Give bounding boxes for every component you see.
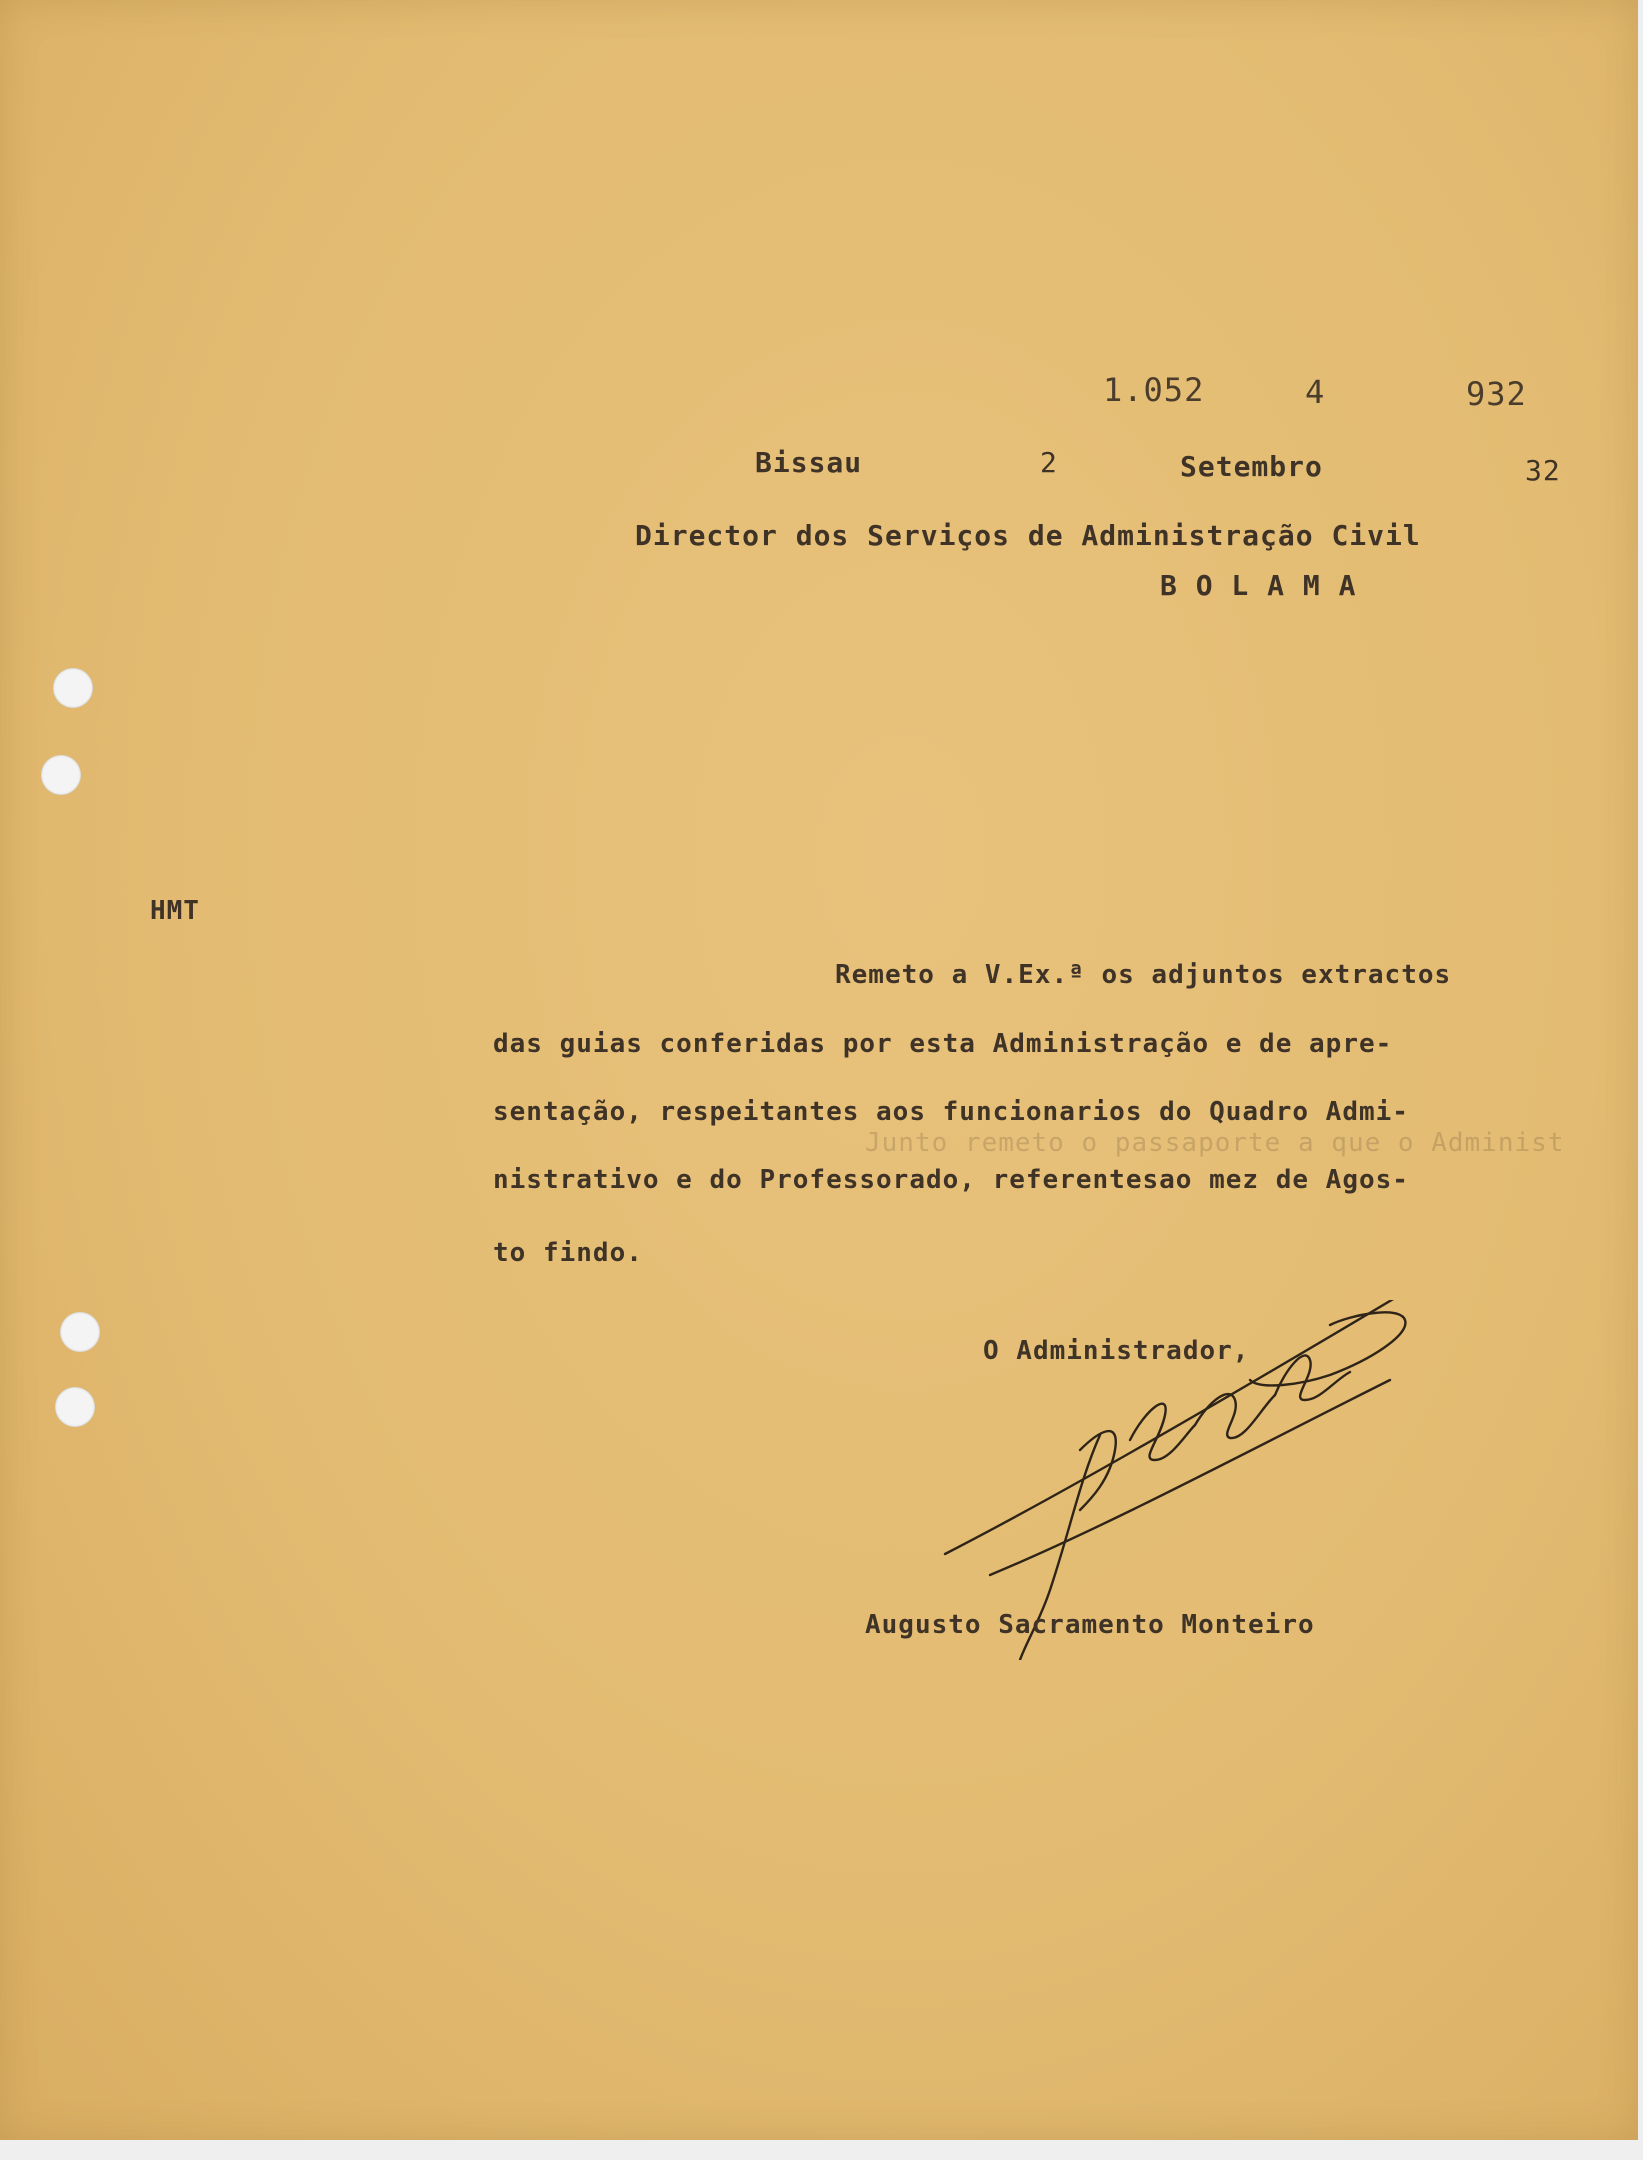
body-line: das guias conferidas por esta Administração e de apre- (493, 1029, 1393, 1059)
dateline-place: Bissau (755, 446, 863, 479)
punch-hole (53, 668, 93, 708)
body-line: to findo. (493, 1238, 643, 1268)
dateline-month: Setembro (1180, 450, 1323, 483)
body-line: sentação, respeitantes aos funcionarios do Quadro Admi- (493, 1097, 1409, 1127)
reference-section: 4 (1305, 373, 1326, 411)
closing: O Administrador, (983, 1336, 1250, 1366)
body-line: Remeto a V.Ex.ª os adjuntos extractos (835, 960, 1452, 990)
signature-name: Augusto Sacramento Monteiro (865, 1610, 1315, 1640)
reference-number: 1.052 (1103, 371, 1205, 409)
dateline-year: 32 (1525, 454, 1561, 487)
punch-hole (41, 755, 81, 795)
ghost-imprint: Junto remeto o passaporte a que o Administ (865, 1128, 1565, 1158)
recipient-city: B O L A M A (1160, 569, 1357, 602)
reference-year: 932 (1466, 375, 1527, 413)
handwritten-signature (930, 1300, 1410, 1660)
body-line: nistrativo e do Professorado, referentesao mez de Agos- (493, 1165, 1409, 1195)
recipient-title: Director dos Serviços de Administração Civil (635, 519, 1421, 552)
punch-hole (55, 1387, 95, 1427)
typist-initials: HMT (150, 896, 200, 926)
dateline-day: 2 (1040, 446, 1058, 479)
punch-hole (60, 1312, 100, 1352)
